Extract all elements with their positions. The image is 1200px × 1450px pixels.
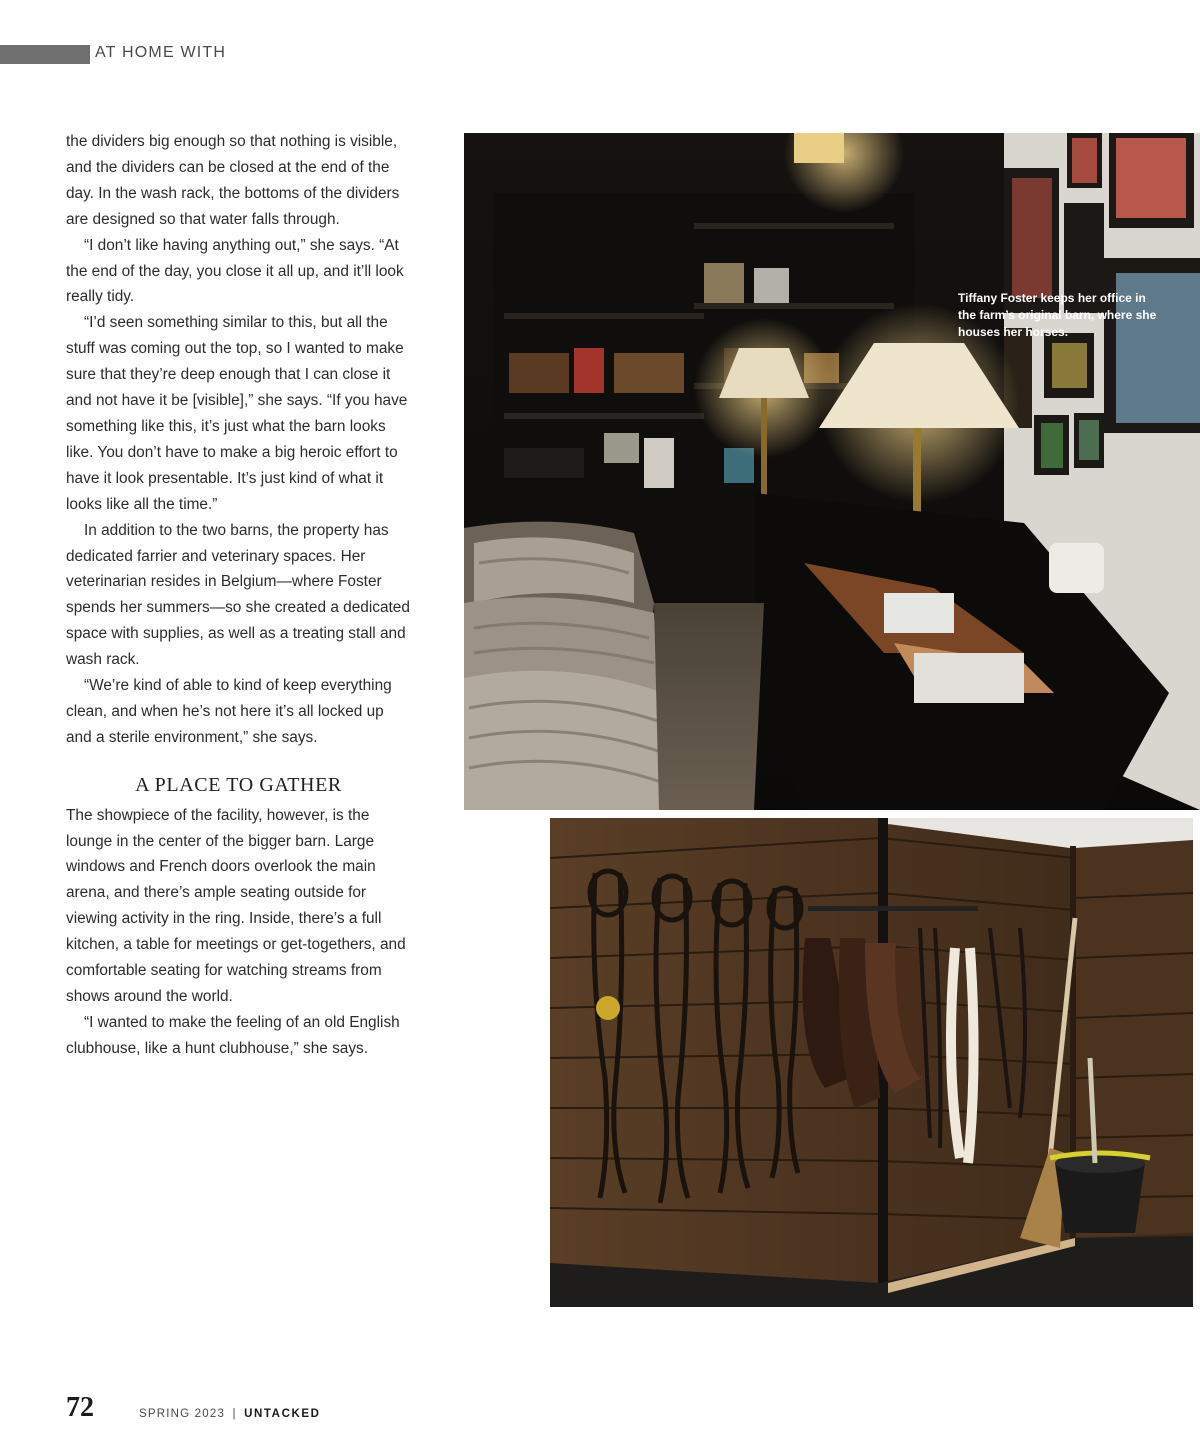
body-paragraph: “I don’t like having anything out,” she says. “At the end of the day, you close it all up, and it’ll look really tidy.: [66, 236, 404, 306]
footer-separator: |: [232, 1408, 237, 1420]
office-photo-art: [464, 133, 1200, 810]
body-paragraph: “I’d seen something similar to this, but all the stuff was coming out the top, so I wanted to make sure that they’re deep enough that I can close it and not have it be [visible],” she says. “If you have something like this, it’s just what the barn looks like. You don’t have to make a big heroic effort to have it look presentable. It’s just kind of what it looks like all the time.”: [66, 314, 408, 513]
tack-room-photo-art: [550, 818, 1193, 1307]
office-photo: [464, 133, 1200, 810]
body-paragraph: The showpiece of the facility, however, is the lounge in the center of the bigger barn. Large windows and French doors overlook the main arena, and there’s ample seating outside for viewing activity in the ring. Inside, there’s a full kitchen, a table for meetings or get-togethers, and comfortable seating for watching streams from shows around the world.: [66, 806, 406, 1005]
section-subhead: A PLACE TO GATHER: [135, 773, 342, 796]
footer-issue-line: [139, 1408, 321, 1420]
footer-magazine-name: UNTACKED: [244, 1408, 321, 1420]
body-paragraph: “We’re kind of able to kind of keep everything clean, and when he’s not here it’s all locked up and a sterile environment,” she says.: [66, 677, 392, 746]
page-number: 72: [66, 1392, 94, 1423]
photo-caption: Tiffany Foster keeps her office in the farm’s original barn, where she houses her horses.: [958, 291, 1157, 339]
article-body: [66, 129, 411, 1062]
body-paragraph: the dividers big enough so that nothing is visible, and the dividers can be closed at the end of the day. In the wash rack, the bottoms of the dividers are designed so that water falls through.: [66, 133, 400, 228]
body-paragraph: “I wanted to make the feeling of an old English clubhouse, like a hunt clubhouse,” she says.: [66, 1013, 400, 1057]
section-header-bar: [0, 45, 90, 64]
body-paragraph: In addition to the two barns, the property has dedicated farrier and veterinary spaces. Her veterinarian resides in Belgium—where Foster spends her summers—so she created a dedicated space with supplies, as well as a treating stall and wash rack.: [66, 521, 410, 669]
tack-room-photo: [550, 818, 1193, 1307]
section-label: AT HOME WITH: [95, 44, 227, 61]
footer-issue: SPRING 2023: [139, 1408, 226, 1420]
